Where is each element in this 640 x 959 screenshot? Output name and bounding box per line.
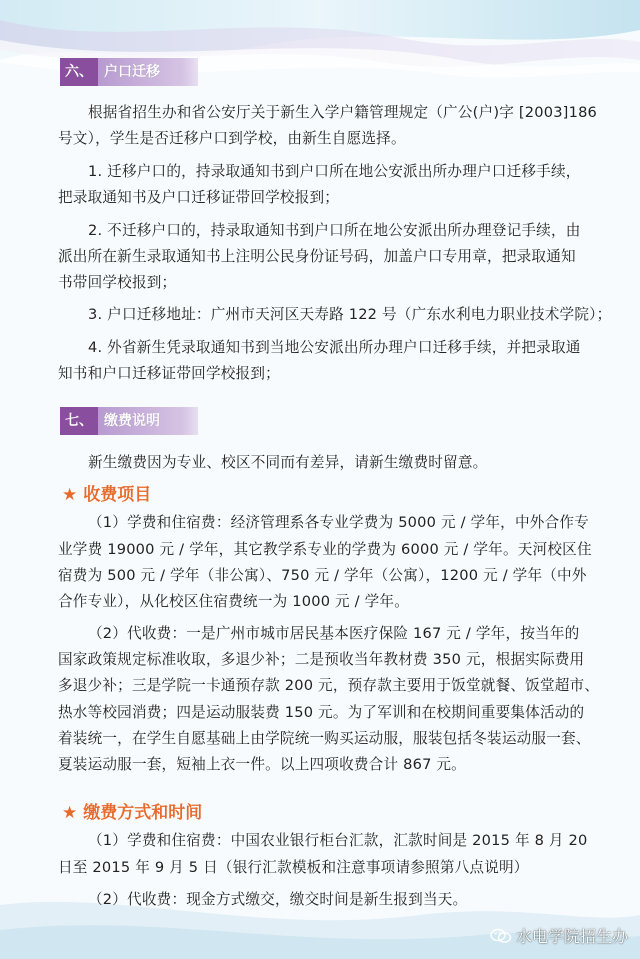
text-line: 把录取通知书及户口迁移证带回学校报到； [58, 189, 340, 206]
text-line: 多退少补；三是学院一卡通预存款 200 元，预存款主要用于饭堂就餐、饭堂超市、 [58, 677, 600, 694]
text-line: 宿费为 500 元 / 学年（非公寓）、750 元 / 学年（公寓），1200 元 / 学年（中外 [58, 567, 587, 584]
text-line: （2）代收费：现金方式缴交，缴交时间是新生报到当天。 [88, 891, 468, 908]
text-line: （1）学费和住宿费：经济管理系各专业学费为 5000 元 / 学年，中外合作专 [88, 514, 589, 531]
section-number: 七、 [60, 407, 98, 435]
section-number: 六、 [60, 58, 98, 86]
subheading-fee-items [62, 480, 151, 505]
text-line: 夏装运动服一套，短袖上衣一件。以上四项收费合计 867 元。 [58, 756, 466, 773]
text-line: 国家政策规定标准收取，多退少补；二是预收当年教材费 350 元，根据实际费用 [58, 651, 585, 668]
text-line: 3. 户口迁移地址：广州市天河区天寿路 122 号（广东水利电力职业技术学院）； [88, 306, 612, 323]
text-line: 1. 迁移户口的，持录取通知书到户口所在地公安派出所办理户口迁移手续， [88, 163, 581, 180]
text-line: 号文），学生是否迁移户口到学校，由新生自愿选择。 [58, 130, 406, 147]
star-icon: ★ [62, 485, 78, 505]
star-icon: ★ [62, 803, 78, 823]
text-line: 日至 2015 年 9 月 5 日（银行汇款模板和注意事项请参照第八点说明） [58, 859, 529, 876]
section-title: 户口迁移 [98, 58, 198, 86]
fees-intro: 新生缴费因为专业、校区不同而有差异，请新生缴费时留意。 [88, 454, 488, 471]
subheading-text: 收费项目 [83, 485, 152, 505]
text-line: 业学费 19000 元 / 学年，其它教学系专业的学费为 6000 元 / 学年。天河校区住 [58, 541, 592, 558]
watermark-text: 水电学院招生办 [515, 927, 628, 946]
text-line: 2. 不迁移户口的，持录取通知书到户口所在地公安派出所办理登记手续，由 [88, 222, 581, 239]
section-header-fees [60, 407, 200, 435]
text-line: 着装统一，在学生自愿基础上由学院统一购买运动服，服装包括冬装运动服一套、 [58, 730, 591, 747]
text-line: 知书和户口迁移证带回学校报到； [58, 365, 280, 382]
text-line: （1）学费和住宿费：中国农业银行柜台汇款，汇款时间是 2015 年 8 月 20 [88, 832, 588, 849]
section-header-hukou [60, 58, 200, 86]
text-line: 热水等校园消费；四是运动服装费 150 元。为了军训和在校期间重要集体活动的 [58, 704, 585, 721]
section-title: 缴费说明 [98, 407, 198, 435]
text-line: 根据省招生办和省公安厅关于新生入学户籍管理规定（广公(户)字 [2003]186 [88, 104, 598, 121]
text-line: 派出所在新生录取通知书上注明公民身份证号码，加盖户口专用章，把录取通知 [58, 248, 576, 265]
subheading-text: 缴费方式和时间 [83, 803, 203, 823]
text-line: （2）代收费：一是广州市城市居民基本医疗保险 167 元 / 学年，按当年的 [88, 625, 580, 642]
text-line: 合作专业），从化校区住宿费统一为 1000 元 / 学年。 [58, 593, 409, 610]
wechat-icon [490, 928, 512, 944]
text-line: 4. 外省新生凭录取通知书到当地公安派出所办理户口迁移手续，并把录取通 [88, 339, 581, 356]
text-line: 书带回学校报到； [58, 274, 177, 291]
subheading-payment-method [62, 798, 202, 823]
watermark [490, 924, 628, 947]
